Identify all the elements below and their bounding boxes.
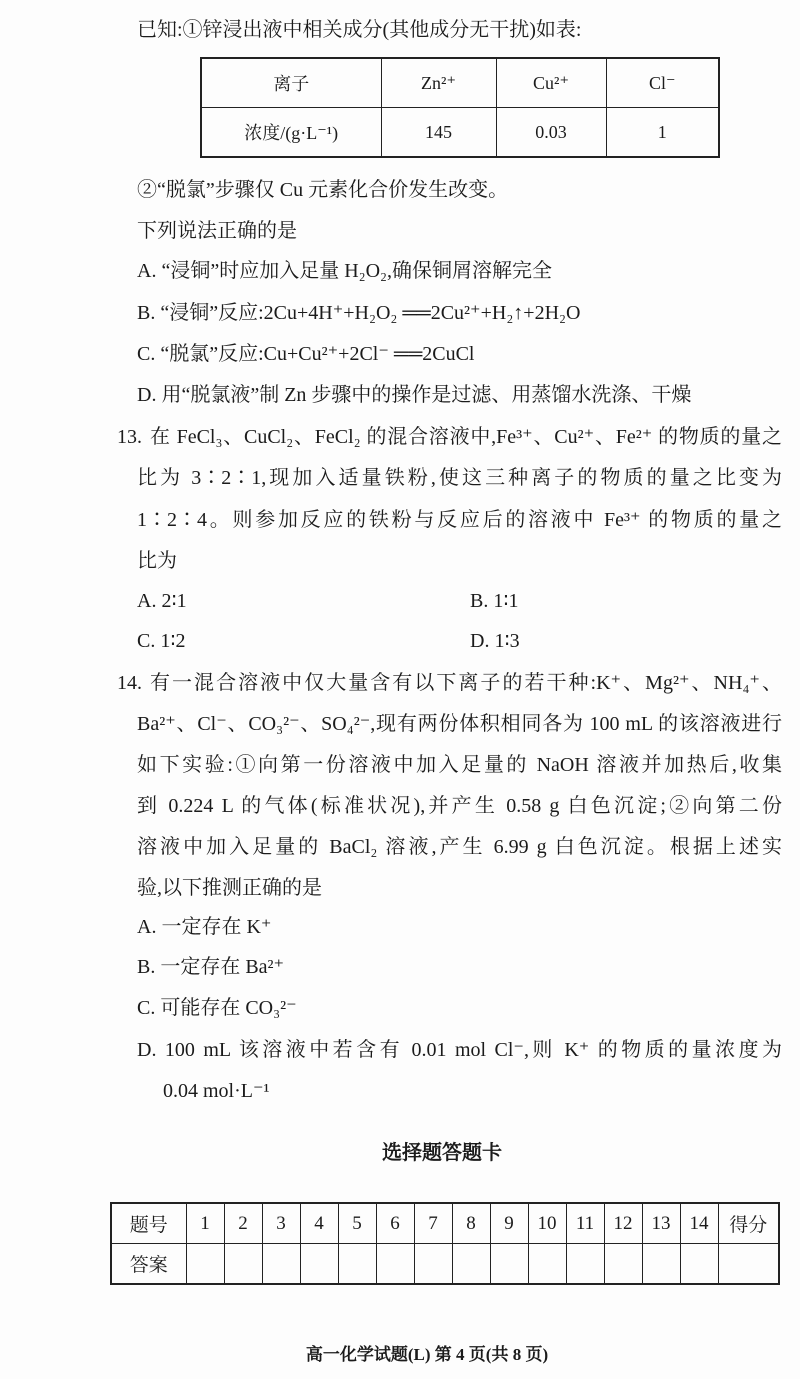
table-cell: 浓度/(g·L⁻¹) xyxy=(201,108,381,158)
question-text-line: 1∶2∶4。则参加反应的铁粉与反应后的溶液中 Fe³⁺ 的物质的量之 xyxy=(137,509,782,531)
question-number-row xyxy=(111,1203,779,1244)
question-text-line: 在 FeCl₃、CuCl₂、FeCl₂ 的混合溶液中,Fe³⁺、Cu²⁺、Fe²⁺ 的物质的量之 xyxy=(150,426,782,448)
question-number-cell: 4 xyxy=(300,1203,338,1244)
answer-cell xyxy=(414,1244,452,1285)
option-b: B. 1∶1 xyxy=(470,590,519,612)
answer-cell xyxy=(376,1244,414,1285)
question-number-cell: 1 xyxy=(186,1203,224,1244)
question-number-cell: 9 xyxy=(490,1203,528,1244)
question-number-cell: 14 xyxy=(680,1203,718,1244)
question-stem: 下列说法正确的是 xyxy=(137,220,297,242)
question-number-cell: 5 xyxy=(338,1203,376,1244)
question-number-cell: 13 xyxy=(642,1203,680,1244)
table-header-cell: Zn²⁺ xyxy=(381,58,496,108)
answer-cell xyxy=(490,1244,528,1285)
question-text-line: 溶液中加入足量的 BaCl₂ 溶液,产生 6.99 g 白色沉淀。根据上述实 xyxy=(137,836,782,858)
option-d: D. 1∶3 xyxy=(470,630,520,652)
option-a: A. 一定存在 K⁺ xyxy=(137,916,272,938)
table-header-cell: Cu²⁺ xyxy=(496,58,606,108)
question-number-cell: 11 xyxy=(566,1203,604,1244)
answer-cell xyxy=(262,1244,300,1285)
table-row xyxy=(201,108,719,158)
answer-cell xyxy=(642,1244,680,1285)
table-header-row xyxy=(201,58,719,108)
option-a: A. 2∶1 xyxy=(137,590,187,612)
option-b: B. “浸铜”反应:2Cu+4H⁺+H₂O₂ ══2Cu²⁺+H₂↑+2H₂O xyxy=(137,302,581,324)
option-b: B. 一定存在 Ba²⁺ xyxy=(137,956,285,978)
question-number-cell: 7 xyxy=(414,1203,452,1244)
question-text-line: 如下实验:①向第一份溶液中加入足量的 NaOH 溶液并加热后,收集 xyxy=(137,754,782,776)
page-footer: 高一化学试题(L) 第 4 页(共 8 页) xyxy=(305,1345,549,1364)
question-number-cell: 6 xyxy=(376,1203,414,1244)
table-cell: 145 xyxy=(381,108,496,158)
answer-card-title: 选择题答题卡 xyxy=(382,1142,502,1164)
table-header-cell: Cl⁻ xyxy=(606,58,719,108)
option-d-continued: 0.04 mol·L⁻¹ xyxy=(163,1080,270,1102)
answer-cell xyxy=(566,1244,604,1285)
table-cell: 0.03 xyxy=(496,108,606,158)
question-text-line: Ba²⁺、Cl⁻、CO₃²⁻、SO₄²⁻,现有两份体积相同各为 100 mL 的该溶液进行 xyxy=(137,713,782,735)
question-text-line: 有一混合溶液中仅大量含有以下离子的若干种:K⁺、Mg²⁺、NH₄⁺、 xyxy=(150,672,782,694)
question-number-cell: 3 xyxy=(262,1203,300,1244)
option-c: C. “脱氯”反应:Cu+Cu²⁺+2Cl⁻ ══2CuCl xyxy=(137,343,475,365)
known-conditions: 已知:①锌浸出液中相关成分(其他成分无干扰)如表: xyxy=(137,19,582,41)
answer-card-table xyxy=(110,1202,780,1285)
option-c: C. 1∶2 xyxy=(137,630,186,652)
question-number-cell: 12 xyxy=(604,1203,642,1244)
ion-concentration-table xyxy=(200,57,720,158)
answer-cell xyxy=(528,1244,566,1285)
row-label: 题号 xyxy=(111,1203,186,1244)
question-text-line: 比为 xyxy=(137,550,177,572)
answer-row xyxy=(111,1244,779,1285)
question-number: 14. xyxy=(117,672,142,694)
option-d: D. 100 mL 该溶液中若含有 0.01 mol Cl⁻,则 K⁺ 的物质的量浓度为 xyxy=(137,1039,782,1061)
answer-cell xyxy=(680,1244,718,1285)
answer-cell xyxy=(186,1244,224,1285)
question-number-cell: 10 xyxy=(528,1203,566,1244)
answer-cell xyxy=(452,1244,490,1285)
question-number-cell: 2 xyxy=(224,1203,262,1244)
answer-cell xyxy=(300,1244,338,1285)
question-number: 13. xyxy=(117,426,142,448)
answer-cell xyxy=(604,1244,642,1285)
question-text-line: 到 0.224 L 的气体(标准状况),并产生 0.58 g 白色沉淀;②向第二份 xyxy=(137,795,782,817)
table-cell: 1 xyxy=(606,108,719,158)
score-cell xyxy=(718,1244,779,1285)
table-header-cell: 离子 xyxy=(201,58,381,108)
answer-cell xyxy=(338,1244,376,1285)
row-label: 答案 xyxy=(111,1244,186,1285)
question-number-cell: 8 xyxy=(452,1203,490,1244)
answer-cell xyxy=(224,1244,262,1285)
option-c: C. 可能存在 CO₃²⁻ xyxy=(137,997,297,1019)
score-label: 得分 xyxy=(718,1203,779,1244)
option-a: A. “浸铜”时应加入足量 H₂O₂,确保铜屑溶解完全 xyxy=(137,260,553,282)
question-text-line: 验,以下推测正确的是 xyxy=(137,877,322,899)
option-d: D. 用“脱氯液”制 Zn 步骤中的操作是过滤、用蒸馏水洗涤、干燥 xyxy=(137,384,692,406)
question-text-line: 比为 3∶2∶1,现加入适量铁粉,使这三种离子的物质的量之比变为 xyxy=(137,467,782,489)
known-note-2: ②“脱氯”步骤仅 Cu 元素化合价发生改变。 xyxy=(137,179,509,201)
